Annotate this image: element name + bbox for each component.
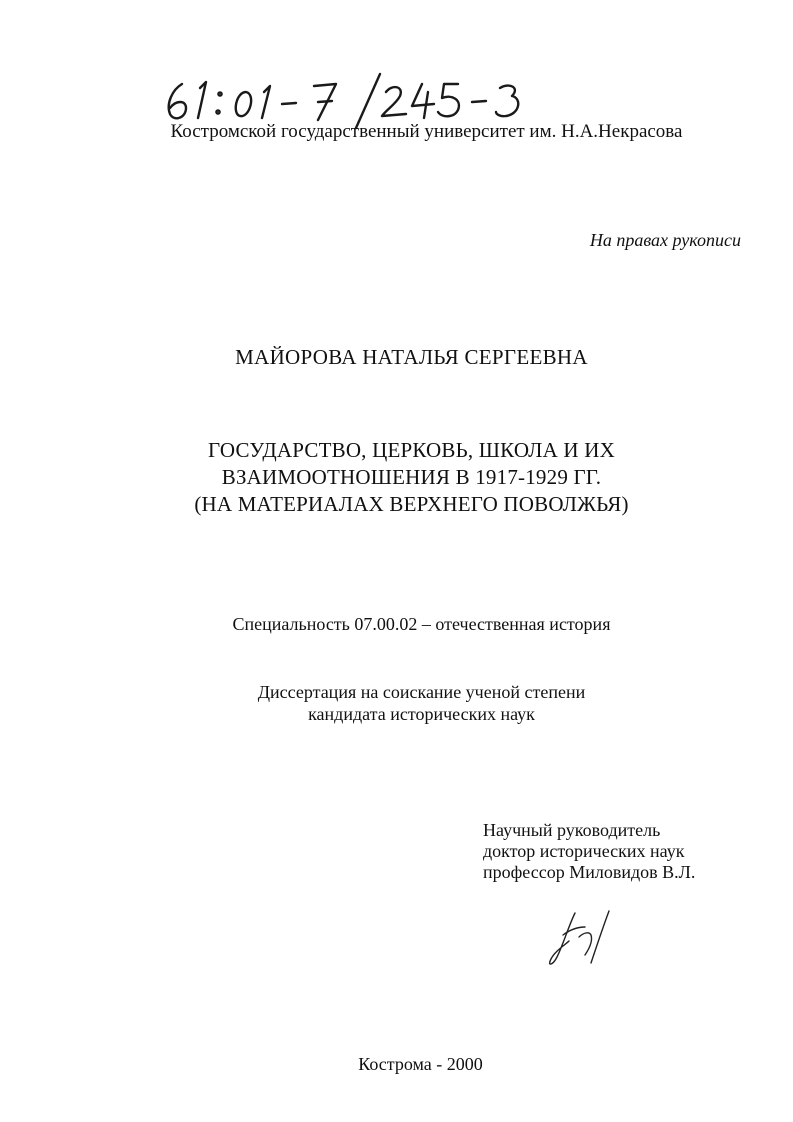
supervisor-line-1: Научный руководитель — [483, 820, 661, 840]
title-line-3: (НА МАТЕРИАЛАХ ВЕРХНЕГО ПОВОЛЖЬЯ) — [194, 492, 629, 516]
degree-line-1: Диссертация на соискание ученой степени — [257, 682, 586, 702]
city-and-year: Кострома - 2000 — [358, 1054, 483, 1074]
supervisor-line-2: доктор исторических наук — [483, 841, 685, 861]
degree-line-2: кандидата исторических наук — [308, 704, 535, 724]
university-name: Костромской государственный университет им. Н.А.Некрасова — [170, 121, 683, 142]
supervisor-line-3: профессор Миловидов В.Л. — [483, 862, 696, 882]
supervisor-block — [483, 820, 695, 883]
specialty: Специальность 07.00.02 – отечественная история — [232, 614, 611, 634]
title-line-2: ВЗАИМООТНОШЕНИЯ В 1917-1929 ГГ. — [221, 465, 602, 489]
title-line-1: ГОСУДАРСТВО, ЦЕРКОВЬ, ШКОЛА И ИХ — [208, 438, 615, 462]
dissertation-title — [0, 437, 793, 518]
author-name: МАЙОРОВА НАТАЛЬЯ СЕРГЕЕВНА — [235, 345, 588, 369]
manuscript-rights-note: На правах рукописи — [589, 230, 741, 250]
degree-statement — [0, 681, 793, 725]
supervisor-signature — [545, 905, 625, 975]
